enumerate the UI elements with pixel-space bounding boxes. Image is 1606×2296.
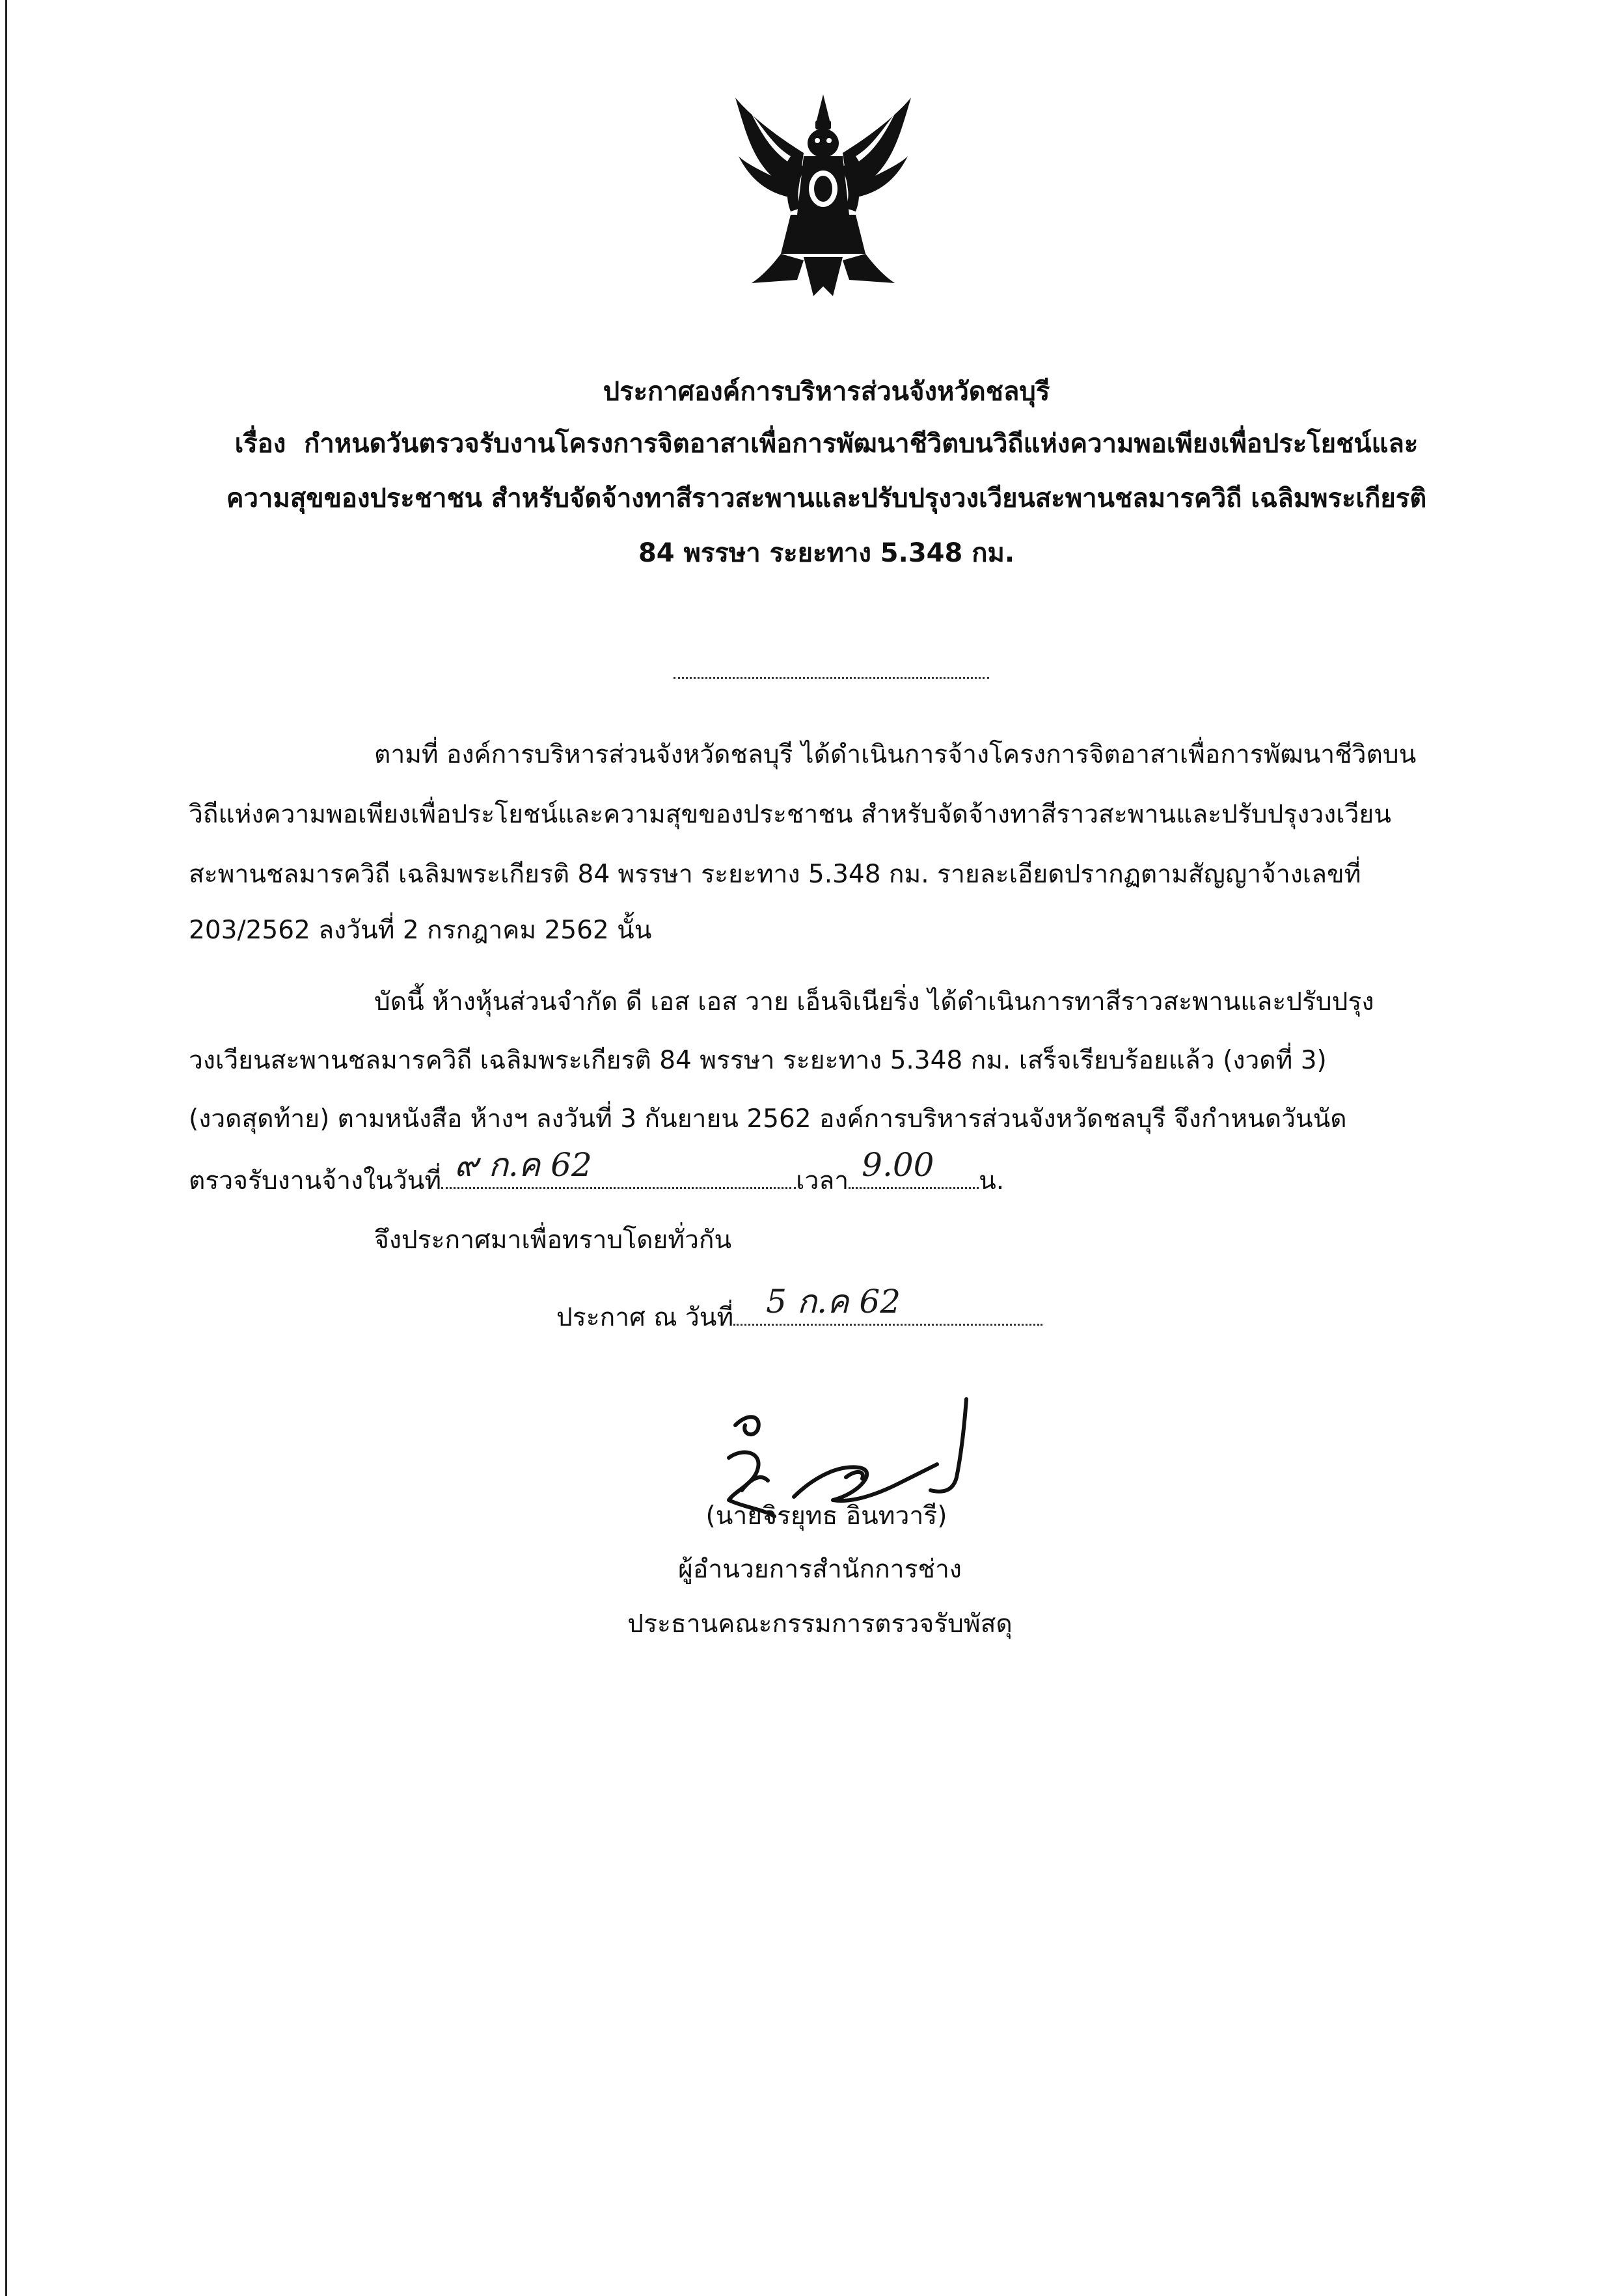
para1-line1: ตามที่ องค์การบริหารส่วนจังหวัดชลบุรี ได้ดำเนินการจ้างโครงการจิตอาสาเพื่อการพัฒนาชีวิตบน [374,740,1417,769]
subject-text-1: กำหนดวันตรวจรับงานโครงการจิตอาสาเพื่อการพัฒนาชีวิตบนวิถีแห่งความพอเพียงเพื่อประโยชน์และ [304,429,1419,459]
closing-line: จึงประกาศมาเพื่อทราบโดยทั่วกัน [374,1225,732,1255]
committee-position: ประธานคณะกรรมการตรวจรับพัสดุ [627,1609,1013,1639]
dotted-separator [674,677,989,679]
para2-line4 [189,1146,1005,1201]
inspection-date-field [441,1146,796,1189]
time-label: เวลา [796,1166,849,1196]
subject-line-3: 84 พรรษา ระยะทาง 5.348 กม. [638,538,1015,568]
inspection-date-handwritten: ๙ ก.ค 62 [454,1146,592,1184]
para1-line3: สะพานชลมารควิถี เฉลิมพระเกียรติ 84 พรรษา ระยะทาง 5.348 กม. รายละเอียดปรากฏตามสัญญาจ้างเลขที่ [189,860,1361,889]
announce-date-line [556,1283,1042,1337]
para2-line1: บัดนี้ ห้างหุ้นส่วนจำกัด ดี เอส เอส วาย เอ็นจิเนียริ่ง ได้ดำเนินการทาสีราวสะพานและปรับปรุง [374,987,1374,1017]
para1-line4: 203/2562 ลงวันที่ 2 กรกฎาคม 2562 นั้น [189,916,652,945]
announcement-title: ประกาศองค์การบริหารส่วนจังหวัดชลบุรี [603,377,1050,407]
signatory-name: (นายจิรยุทธ อินทวารี) [705,1501,947,1531]
subject-line-2: ความสุขของประชาชน สำหรับจัดจ้างทาสีราวสะพานและปรับปรุงวงเวียนสะพานชลมารควิถี เฉลิมพระเกียรติ [226,484,1427,513]
signatory-position: ผู้อำนวยการสำนักการช่าง [678,1555,962,1584]
para1-line2: วิถีแห่งความพอเพียงเพื่อประโยชน์และความสุขของประชาชน สำหรับจัดจ้างทาสีราวสะพานและปรับปรุงวงเวียน [189,800,1391,829]
page-edge-line [5,0,7,2296]
subject-line-1 [156,417,1497,471]
announce-date-handwritten: 5 ก.ค 62 [766,1283,901,1320]
subject-prefix: เรื่อง [234,429,286,459]
inspection-time-field [849,1146,979,1189]
inspection-time-handwritten: 9.00 [862,1146,934,1184]
para2-line3: (งวดสุดท้าย) ตามหนังสือ ห้างฯ ลงวันที่ 3 กันยายน 2562 องค์การบริหารส่วนจังหวัดชลบุรี จึงกำหนดวันนัด [189,1104,1347,1134]
announce-date-label: ประกาศ ณ วันที่ [556,1303,734,1332]
time-unit: น. [979,1166,1005,1196]
para2-line2: วงเวียนสะพานชลมารควิถี เฉลิมพระเกียรติ 84 พรรษา ระยะทาง 5.348 กม. เสร็จเรียบร้อยแล้ว (งวดที่ 3) [189,1046,1327,1075]
announce-date-field [733,1283,1042,1326]
inspection-date-label: ตรวจรับงานจ้างในวันที่ [189,1166,442,1196]
garuda-emblem [726,91,921,299]
